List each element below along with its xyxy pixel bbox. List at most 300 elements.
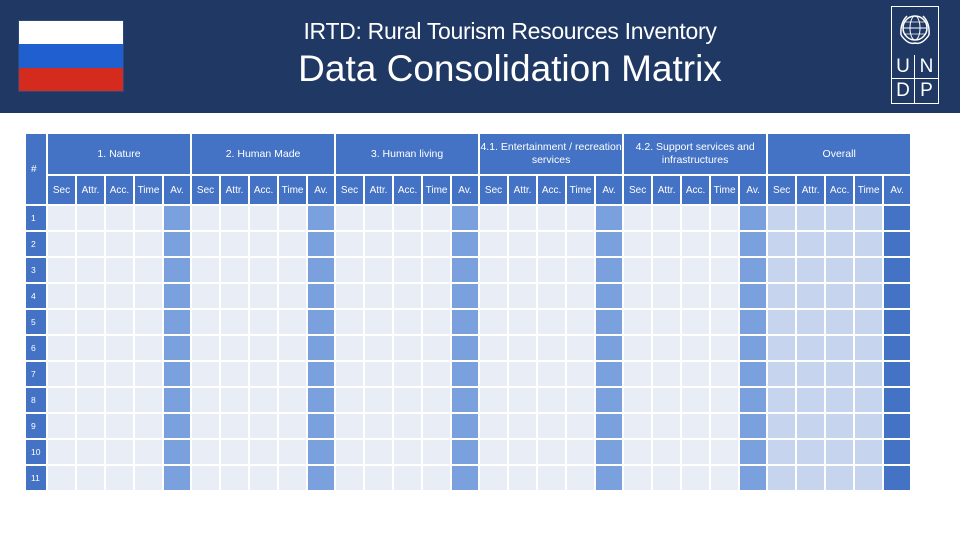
matrix-cell[interactable] xyxy=(220,231,249,257)
av-cell[interactable] xyxy=(739,387,767,413)
matrix-cell[interactable] xyxy=(681,413,710,439)
matrix-cell[interactable] xyxy=(220,283,249,309)
matrix-cell[interactable] xyxy=(191,231,220,257)
matrix-cell[interactable] xyxy=(134,283,163,309)
matrix-cell[interactable] xyxy=(335,257,364,283)
matrix-cell[interactable] xyxy=(566,335,595,361)
matrix-cell[interactable] xyxy=(537,309,566,335)
matrix-cell[interactable] xyxy=(681,257,710,283)
matrix-cell[interactable] xyxy=(393,309,422,335)
matrix-cell[interactable] xyxy=(76,413,105,439)
matrix-cell[interactable] xyxy=(364,309,393,335)
matrix-cell[interactable] xyxy=(854,309,883,335)
matrix-cell[interactable] xyxy=(508,465,537,491)
matrix-cell[interactable] xyxy=(767,387,796,413)
matrix-cell[interactable] xyxy=(134,205,163,231)
matrix-cell[interactable] xyxy=(249,283,278,309)
av-cell[interactable] xyxy=(307,439,335,465)
matrix-cell[interactable] xyxy=(191,465,220,491)
av-cell[interactable] xyxy=(451,309,479,335)
matrix-cell[interactable] xyxy=(105,205,134,231)
matrix-cell[interactable] xyxy=(508,283,537,309)
matrix-cell[interactable] xyxy=(537,361,566,387)
av-cell[interactable] xyxy=(163,335,191,361)
matrix-cell[interactable] xyxy=(652,465,681,491)
av-cell[interactable] xyxy=(163,205,191,231)
av-cell[interactable] xyxy=(595,257,623,283)
av-cell[interactable] xyxy=(307,309,335,335)
matrix-cell[interactable] xyxy=(796,283,825,309)
matrix-cell[interactable] xyxy=(422,335,451,361)
matrix-cell[interactable] xyxy=(566,465,595,491)
av-cell[interactable] xyxy=(163,413,191,439)
matrix-cell[interactable] xyxy=(508,361,537,387)
matrix-cell[interactable] xyxy=(796,335,825,361)
av-cell[interactable] xyxy=(163,283,191,309)
matrix-cell[interactable] xyxy=(249,335,278,361)
matrix-cell[interactable] xyxy=(47,413,76,439)
matrix-cell[interactable] xyxy=(364,283,393,309)
matrix-cell[interactable] xyxy=(825,439,854,465)
matrix-cell[interactable] xyxy=(364,231,393,257)
matrix-cell[interactable] xyxy=(220,205,249,231)
av-cell[interactable] xyxy=(595,413,623,439)
matrix-cell[interactable] xyxy=(105,465,134,491)
matrix-cell[interactable] xyxy=(278,413,307,439)
av-cell[interactable] xyxy=(595,309,623,335)
matrix-cell[interactable] xyxy=(796,361,825,387)
matrix-cell[interactable] xyxy=(566,257,595,283)
matrix-cell[interactable] xyxy=(537,283,566,309)
matrix-cell[interactable] xyxy=(191,309,220,335)
av-cell[interactable] xyxy=(739,309,767,335)
matrix-cell[interactable] xyxy=(825,205,854,231)
matrix-cell[interactable] xyxy=(393,335,422,361)
matrix-cell[interactable] xyxy=(47,283,76,309)
matrix-cell[interactable] xyxy=(508,335,537,361)
matrix-cell[interactable] xyxy=(508,439,537,465)
matrix-cell[interactable] xyxy=(335,335,364,361)
matrix-cell[interactable] xyxy=(479,413,508,439)
matrix-cell[interactable] xyxy=(422,309,451,335)
matrix-cell[interactable] xyxy=(335,283,364,309)
av-cell[interactable] xyxy=(883,361,911,387)
matrix-cell[interactable] xyxy=(710,309,739,335)
matrix-cell[interactable] xyxy=(710,231,739,257)
matrix-cell[interactable] xyxy=(191,387,220,413)
matrix-cell[interactable] xyxy=(105,335,134,361)
matrix-cell[interactable] xyxy=(335,387,364,413)
matrix-cell[interactable] xyxy=(623,361,652,387)
matrix-cell[interactable] xyxy=(105,439,134,465)
av-cell[interactable] xyxy=(451,387,479,413)
matrix-cell[interactable] xyxy=(479,309,508,335)
matrix-cell[interactable] xyxy=(364,257,393,283)
matrix-cell[interactable] xyxy=(652,283,681,309)
av-cell[interactable] xyxy=(595,439,623,465)
matrix-cell[interactable] xyxy=(76,283,105,309)
matrix-cell[interactable] xyxy=(652,361,681,387)
matrix-cell[interactable] xyxy=(76,231,105,257)
av-cell[interactable] xyxy=(451,361,479,387)
matrix-cell[interactable] xyxy=(220,387,249,413)
matrix-cell[interactable] xyxy=(566,361,595,387)
matrix-cell[interactable] xyxy=(134,231,163,257)
matrix-cell[interactable] xyxy=(479,387,508,413)
av-cell[interactable] xyxy=(163,387,191,413)
matrix-cell[interactable] xyxy=(710,387,739,413)
matrix-cell[interactable] xyxy=(681,205,710,231)
matrix-cell[interactable] xyxy=(566,205,595,231)
matrix-cell[interactable] xyxy=(825,335,854,361)
av-cell[interactable] xyxy=(883,413,911,439)
matrix-cell[interactable] xyxy=(537,231,566,257)
matrix-cell[interactable] xyxy=(105,257,134,283)
matrix-cell[interactable] xyxy=(623,335,652,361)
av-cell[interactable] xyxy=(451,439,479,465)
matrix-cell[interactable] xyxy=(364,205,393,231)
av-cell[interactable] xyxy=(451,465,479,491)
matrix-cell[interactable] xyxy=(422,439,451,465)
matrix-cell[interactable] xyxy=(796,439,825,465)
matrix-cell[interactable] xyxy=(479,335,508,361)
matrix-cell[interactable] xyxy=(508,205,537,231)
matrix-cell[interactable] xyxy=(278,361,307,387)
av-cell[interactable] xyxy=(883,387,911,413)
matrix-cell[interactable] xyxy=(134,439,163,465)
av-cell[interactable] xyxy=(163,361,191,387)
matrix-cell[interactable] xyxy=(854,283,883,309)
matrix-cell[interactable] xyxy=(710,283,739,309)
matrix-cell[interactable] xyxy=(681,231,710,257)
matrix-cell[interactable] xyxy=(335,413,364,439)
matrix-cell[interactable] xyxy=(422,387,451,413)
matrix-cell[interactable] xyxy=(220,335,249,361)
matrix-cell[interactable] xyxy=(335,205,364,231)
av-cell[interactable] xyxy=(595,465,623,491)
av-cell[interactable] xyxy=(451,283,479,309)
matrix-cell[interactable] xyxy=(76,361,105,387)
matrix-cell[interactable] xyxy=(566,309,595,335)
matrix-cell[interactable] xyxy=(335,309,364,335)
matrix-cell[interactable] xyxy=(796,257,825,283)
matrix-cell[interactable] xyxy=(825,361,854,387)
matrix-cell[interactable] xyxy=(710,361,739,387)
matrix-cell[interactable] xyxy=(220,257,249,283)
matrix-cell[interactable] xyxy=(422,283,451,309)
matrix-cell[interactable] xyxy=(767,361,796,387)
matrix-cell[interactable] xyxy=(47,361,76,387)
matrix-cell[interactable] xyxy=(508,413,537,439)
matrix-cell[interactable] xyxy=(105,309,134,335)
matrix-cell[interactable] xyxy=(105,283,134,309)
matrix-cell[interactable] xyxy=(335,465,364,491)
matrix-cell[interactable] xyxy=(479,205,508,231)
matrix-cell[interactable] xyxy=(364,335,393,361)
matrix-cell[interactable] xyxy=(191,413,220,439)
av-cell[interactable] xyxy=(307,231,335,257)
matrix-cell[interactable] xyxy=(422,413,451,439)
matrix-cell[interactable] xyxy=(508,231,537,257)
av-cell[interactable] xyxy=(307,335,335,361)
matrix-cell[interactable] xyxy=(134,387,163,413)
matrix-cell[interactable] xyxy=(47,309,76,335)
av-cell[interactable] xyxy=(739,465,767,491)
matrix-cell[interactable] xyxy=(393,387,422,413)
matrix-cell[interactable] xyxy=(796,465,825,491)
matrix-cell[interactable] xyxy=(767,439,796,465)
av-cell[interactable] xyxy=(595,283,623,309)
av-cell[interactable] xyxy=(595,205,623,231)
matrix-cell[interactable] xyxy=(393,465,422,491)
matrix-cell[interactable] xyxy=(825,413,854,439)
matrix-cell[interactable] xyxy=(681,335,710,361)
matrix-cell[interactable] xyxy=(710,257,739,283)
matrix-cell[interactable] xyxy=(854,257,883,283)
matrix-cell[interactable] xyxy=(393,283,422,309)
matrix-cell[interactable] xyxy=(422,361,451,387)
matrix-cell[interactable] xyxy=(191,205,220,231)
av-cell[interactable] xyxy=(739,335,767,361)
matrix-cell[interactable] xyxy=(796,387,825,413)
av-cell[interactable] xyxy=(163,439,191,465)
matrix-cell[interactable] xyxy=(479,465,508,491)
matrix-cell[interactable] xyxy=(134,335,163,361)
matrix-cell[interactable] xyxy=(76,309,105,335)
matrix-cell[interactable] xyxy=(796,309,825,335)
matrix-cell[interactable] xyxy=(652,205,681,231)
matrix-cell[interactable] xyxy=(508,387,537,413)
matrix-cell[interactable] xyxy=(278,231,307,257)
matrix-cell[interactable] xyxy=(508,257,537,283)
matrix-cell[interactable] xyxy=(854,413,883,439)
matrix-cell[interactable] xyxy=(479,439,508,465)
matrix-cell[interactable] xyxy=(191,283,220,309)
matrix-cell[interactable] xyxy=(652,231,681,257)
av-cell[interactable] xyxy=(883,439,911,465)
matrix-cell[interactable] xyxy=(364,387,393,413)
av-cell[interactable] xyxy=(739,283,767,309)
matrix-cell[interactable] xyxy=(710,439,739,465)
matrix-cell[interactable] xyxy=(47,465,76,491)
av-cell[interactable] xyxy=(163,257,191,283)
matrix-cell[interactable] xyxy=(623,439,652,465)
matrix-cell[interactable] xyxy=(393,257,422,283)
av-cell[interactable] xyxy=(451,205,479,231)
matrix-cell[interactable] xyxy=(825,465,854,491)
matrix-cell[interactable] xyxy=(710,465,739,491)
matrix-cell[interactable] xyxy=(393,231,422,257)
matrix-cell[interactable] xyxy=(249,361,278,387)
matrix-cell[interactable] xyxy=(47,335,76,361)
matrix-cell[interactable] xyxy=(249,257,278,283)
matrix-cell[interactable] xyxy=(220,309,249,335)
av-cell[interactable] xyxy=(595,387,623,413)
matrix-cell[interactable] xyxy=(623,283,652,309)
matrix-cell[interactable] xyxy=(220,439,249,465)
matrix-cell[interactable] xyxy=(249,309,278,335)
matrix-cell[interactable] xyxy=(652,439,681,465)
matrix-cell[interactable] xyxy=(422,205,451,231)
matrix-cell[interactable] xyxy=(422,257,451,283)
matrix-cell[interactable] xyxy=(249,413,278,439)
matrix-cell[interactable] xyxy=(134,413,163,439)
matrix-cell[interactable] xyxy=(47,205,76,231)
matrix-cell[interactable] xyxy=(681,283,710,309)
av-cell[interactable] xyxy=(595,335,623,361)
av-cell[interactable] xyxy=(883,231,911,257)
matrix-cell[interactable] xyxy=(76,205,105,231)
matrix-cell[interactable] xyxy=(508,309,537,335)
av-cell[interactable] xyxy=(307,413,335,439)
matrix-cell[interactable] xyxy=(278,283,307,309)
matrix-cell[interactable] xyxy=(335,361,364,387)
matrix-cell[interactable] xyxy=(681,465,710,491)
matrix-cell[interactable] xyxy=(134,465,163,491)
matrix-cell[interactable] xyxy=(364,413,393,439)
matrix-cell[interactable] xyxy=(767,231,796,257)
matrix-cell[interactable] xyxy=(278,309,307,335)
matrix-cell[interactable] xyxy=(278,205,307,231)
av-cell[interactable] xyxy=(307,465,335,491)
matrix-cell[interactable] xyxy=(335,439,364,465)
av-cell[interactable] xyxy=(739,231,767,257)
matrix-cell[interactable] xyxy=(767,205,796,231)
matrix-cell[interactable] xyxy=(537,387,566,413)
av-cell[interactable] xyxy=(595,231,623,257)
matrix-cell[interactable] xyxy=(537,439,566,465)
matrix-cell[interactable] xyxy=(278,387,307,413)
av-cell[interactable] xyxy=(883,309,911,335)
matrix-cell[interactable] xyxy=(767,309,796,335)
matrix-cell[interactable] xyxy=(825,387,854,413)
matrix-cell[interactable] xyxy=(537,413,566,439)
matrix-cell[interactable] xyxy=(710,335,739,361)
matrix-cell[interactable] xyxy=(825,309,854,335)
av-cell[interactable] xyxy=(451,413,479,439)
matrix-cell[interactable] xyxy=(220,465,249,491)
av-cell[interactable] xyxy=(307,283,335,309)
matrix-cell[interactable] xyxy=(623,413,652,439)
matrix-cell[interactable] xyxy=(249,465,278,491)
matrix-cell[interactable] xyxy=(134,361,163,387)
av-cell[interactable] xyxy=(307,257,335,283)
av-cell[interactable] xyxy=(883,205,911,231)
matrix-cell[interactable] xyxy=(364,361,393,387)
matrix-cell[interactable] xyxy=(623,257,652,283)
matrix-cell[interactable] xyxy=(191,335,220,361)
av-cell[interactable] xyxy=(739,413,767,439)
matrix-cell[interactable] xyxy=(76,335,105,361)
matrix-cell[interactable] xyxy=(249,231,278,257)
matrix-cell[interactable] xyxy=(767,257,796,283)
matrix-cell[interactable] xyxy=(681,439,710,465)
matrix-cell[interactable] xyxy=(335,231,364,257)
av-cell[interactable] xyxy=(307,205,335,231)
matrix-cell[interactable] xyxy=(479,257,508,283)
matrix-cell[interactable] xyxy=(76,465,105,491)
matrix-cell[interactable] xyxy=(191,361,220,387)
av-cell[interactable] xyxy=(883,283,911,309)
matrix-cell[interactable] xyxy=(76,257,105,283)
av-cell[interactable] xyxy=(451,231,479,257)
av-cell[interactable] xyxy=(739,439,767,465)
matrix-cell[interactable] xyxy=(422,465,451,491)
matrix-cell[interactable] xyxy=(825,231,854,257)
matrix-cell[interactable] xyxy=(278,257,307,283)
matrix-cell[interactable] xyxy=(681,361,710,387)
matrix-cell[interactable] xyxy=(479,283,508,309)
matrix-cell[interactable] xyxy=(393,439,422,465)
matrix-cell[interactable] xyxy=(796,413,825,439)
av-cell[interactable] xyxy=(307,361,335,387)
matrix-cell[interactable] xyxy=(422,231,451,257)
matrix-cell[interactable] xyxy=(364,465,393,491)
matrix-cell[interactable] xyxy=(681,309,710,335)
matrix-cell[interactable] xyxy=(47,257,76,283)
matrix-cell[interactable] xyxy=(623,465,652,491)
matrix-cell[interactable] xyxy=(767,283,796,309)
matrix-cell[interactable] xyxy=(566,387,595,413)
av-cell[interactable] xyxy=(739,361,767,387)
matrix-cell[interactable] xyxy=(134,257,163,283)
matrix-cell[interactable] xyxy=(652,335,681,361)
matrix-cell[interactable] xyxy=(393,361,422,387)
matrix-cell[interactable] xyxy=(278,335,307,361)
matrix-cell[interactable] xyxy=(825,257,854,283)
matrix-cell[interactable] xyxy=(393,413,422,439)
av-cell[interactable] xyxy=(163,465,191,491)
av-cell[interactable] xyxy=(739,257,767,283)
matrix-cell[interactable] xyxy=(537,205,566,231)
av-cell[interactable] xyxy=(595,361,623,387)
matrix-cell[interactable] xyxy=(767,413,796,439)
matrix-cell[interactable] xyxy=(623,205,652,231)
matrix-cell[interactable] xyxy=(652,309,681,335)
matrix-cell[interactable] xyxy=(566,439,595,465)
matrix-cell[interactable] xyxy=(47,439,76,465)
matrix-cell[interactable] xyxy=(249,439,278,465)
matrix-cell[interactable] xyxy=(537,465,566,491)
matrix-cell[interactable] xyxy=(710,413,739,439)
matrix-cell[interactable] xyxy=(652,257,681,283)
av-cell[interactable] xyxy=(451,257,479,283)
matrix-cell[interactable] xyxy=(854,465,883,491)
matrix-cell[interactable] xyxy=(537,257,566,283)
matrix-cell[interactable] xyxy=(796,231,825,257)
matrix-cell[interactable] xyxy=(854,205,883,231)
av-cell[interactable] xyxy=(163,309,191,335)
matrix-cell[interactable] xyxy=(220,361,249,387)
matrix-cell[interactable] xyxy=(767,465,796,491)
matrix-cell[interactable] xyxy=(364,439,393,465)
matrix-cell[interactable] xyxy=(652,387,681,413)
matrix-cell[interactable] xyxy=(278,465,307,491)
matrix-cell[interactable] xyxy=(566,231,595,257)
matrix-cell[interactable] xyxy=(854,335,883,361)
matrix-cell[interactable] xyxy=(710,205,739,231)
matrix-cell[interactable] xyxy=(105,413,134,439)
matrix-cell[interactable] xyxy=(681,387,710,413)
matrix-cell[interactable] xyxy=(479,231,508,257)
matrix-cell[interactable] xyxy=(825,283,854,309)
matrix-cell[interactable] xyxy=(566,413,595,439)
matrix-cell[interactable] xyxy=(47,387,76,413)
matrix-cell[interactable] xyxy=(854,231,883,257)
matrix-cell[interactable] xyxy=(191,439,220,465)
matrix-cell[interactable] xyxy=(566,283,595,309)
matrix-cell[interactable] xyxy=(105,361,134,387)
